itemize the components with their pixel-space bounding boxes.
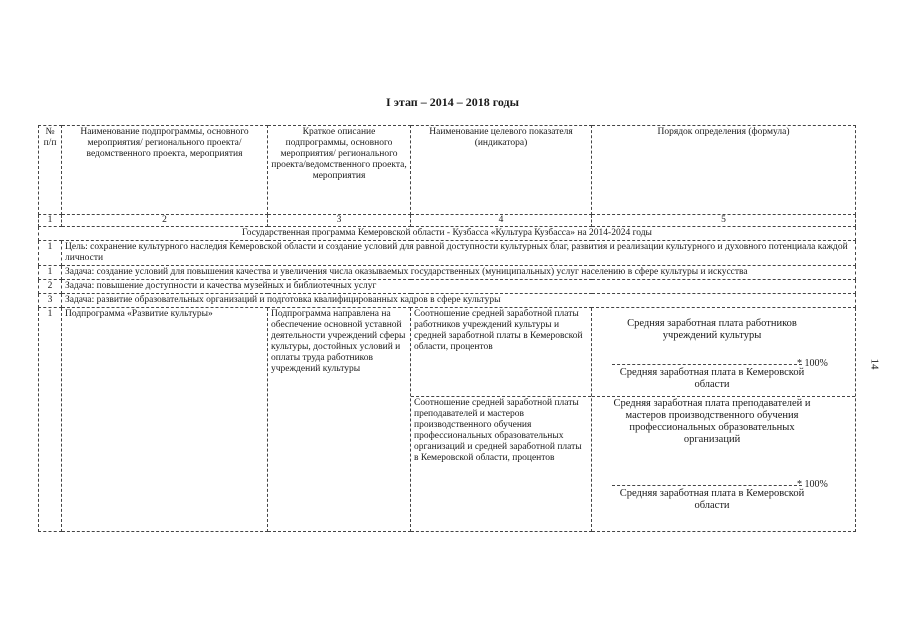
header-formula: Порядок определения (формула) (592, 126, 856, 215)
column-number: 5 (592, 215, 856, 227)
program-row (39, 227, 856, 241)
row-number: 1 (39, 241, 62, 266)
program-title: Государственная программа Кемеровской области - Кузбасса «Культура Кузбасса» на 2014-2024 годы (39, 227, 856, 241)
task-row (39, 294, 856, 308)
fraction-bar (612, 364, 802, 365)
header-name: Наименование подпрограммы, основного мероприятия/ регионального проекта/ведомственного проекта, мероприятия (62, 126, 268, 215)
row-number: 2 (39, 280, 62, 294)
task-text: Задача: создание условий для повышения качества и увеличения числа оказываемых государственных (муниципальных) услуг населению в сфере культуры и искусства (62, 266, 856, 280)
formula-2 (592, 397, 855, 531)
formula-2-denominator: Средняя заработная плата в Кемеровской области (619, 488, 805, 511)
formula-1-multiplier: * 100% (797, 358, 828, 369)
row-number: 1 (39, 266, 62, 280)
column-number: 4 (411, 215, 592, 227)
formula-1-numerator: Средняя заработная плата работников учреждений культуры (627, 318, 797, 341)
subprogram-row (39, 308, 856, 532)
fraction-bar (612, 485, 802, 486)
task-row (39, 280, 856, 294)
formula-1 (592, 308, 855, 397)
header-description: Краткое описание подпрограммы, основного мероприятия/ регионального проекта/ведомственного проекта, мероприятия (268, 126, 411, 215)
column-number: 1 (39, 215, 62, 227)
column-number: 3 (268, 215, 411, 227)
indicator-2: Соотношение средней заработной платы преподавателей и мастеров производственного обучения профессиональных образовательных организаций и средней заработной платы в Кемеровской области, процентов (414, 398, 582, 463)
table-header-row (39, 126, 856, 215)
column-numbers-row (39, 215, 856, 227)
subprogram-name: Подпрограмма «Развитие культуры» (62, 308, 268, 532)
page-number: 14 (868, 358, 881, 370)
header-number: № п/п (39, 126, 62, 215)
indicators-table (38, 125, 856, 532)
task-text: Задача: повышение доступности и качества музейных и библиотечных услуг (62, 280, 856, 294)
page-title: I этап – 2014 – 2018 годы (386, 95, 519, 109)
indicator-1: Соотношение средней заработной платы работников учреждений культуры и средней заработной платы в Кемеровской области, процентов (411, 308, 591, 397)
task-row (39, 266, 856, 280)
formula-2-multiplier: * 100% (797, 479, 828, 490)
task-text: Задача: развитие образовательных организаций и подготовка квалифицированных кадров в сфере культуры (62, 294, 856, 308)
subprogram-description: Подпрограмма направлена на обеспечение основной уставной деятельности учреждений сферы культуры, достойных условий и оплаты труда работников учреждений культуры (268, 308, 411, 532)
formulas-cell (592, 308, 856, 532)
formula-1-denominator: Средняя заработная плата в Кемеровской области (619, 367, 805, 390)
indicators-cell (411, 308, 592, 532)
column-number: 2 (62, 215, 268, 227)
header-indicator: Наименование целевого показателя (индикатора) (411, 126, 592, 215)
formula-2-numerator: Средняя заработная плата преподавателей и мастеров производственного обучения профессиональных образовательных организаций (613, 398, 811, 445)
row-number: 3 (39, 294, 62, 308)
goal-row (39, 241, 856, 266)
goal-text: Цель: сохранение культурного наследия Кемеровской области и создание условий для равной доступности культурных благ, развития и реализации культурного и духовного потенциала каждой личности (62, 241, 856, 266)
row-number: 1 (39, 308, 62, 532)
